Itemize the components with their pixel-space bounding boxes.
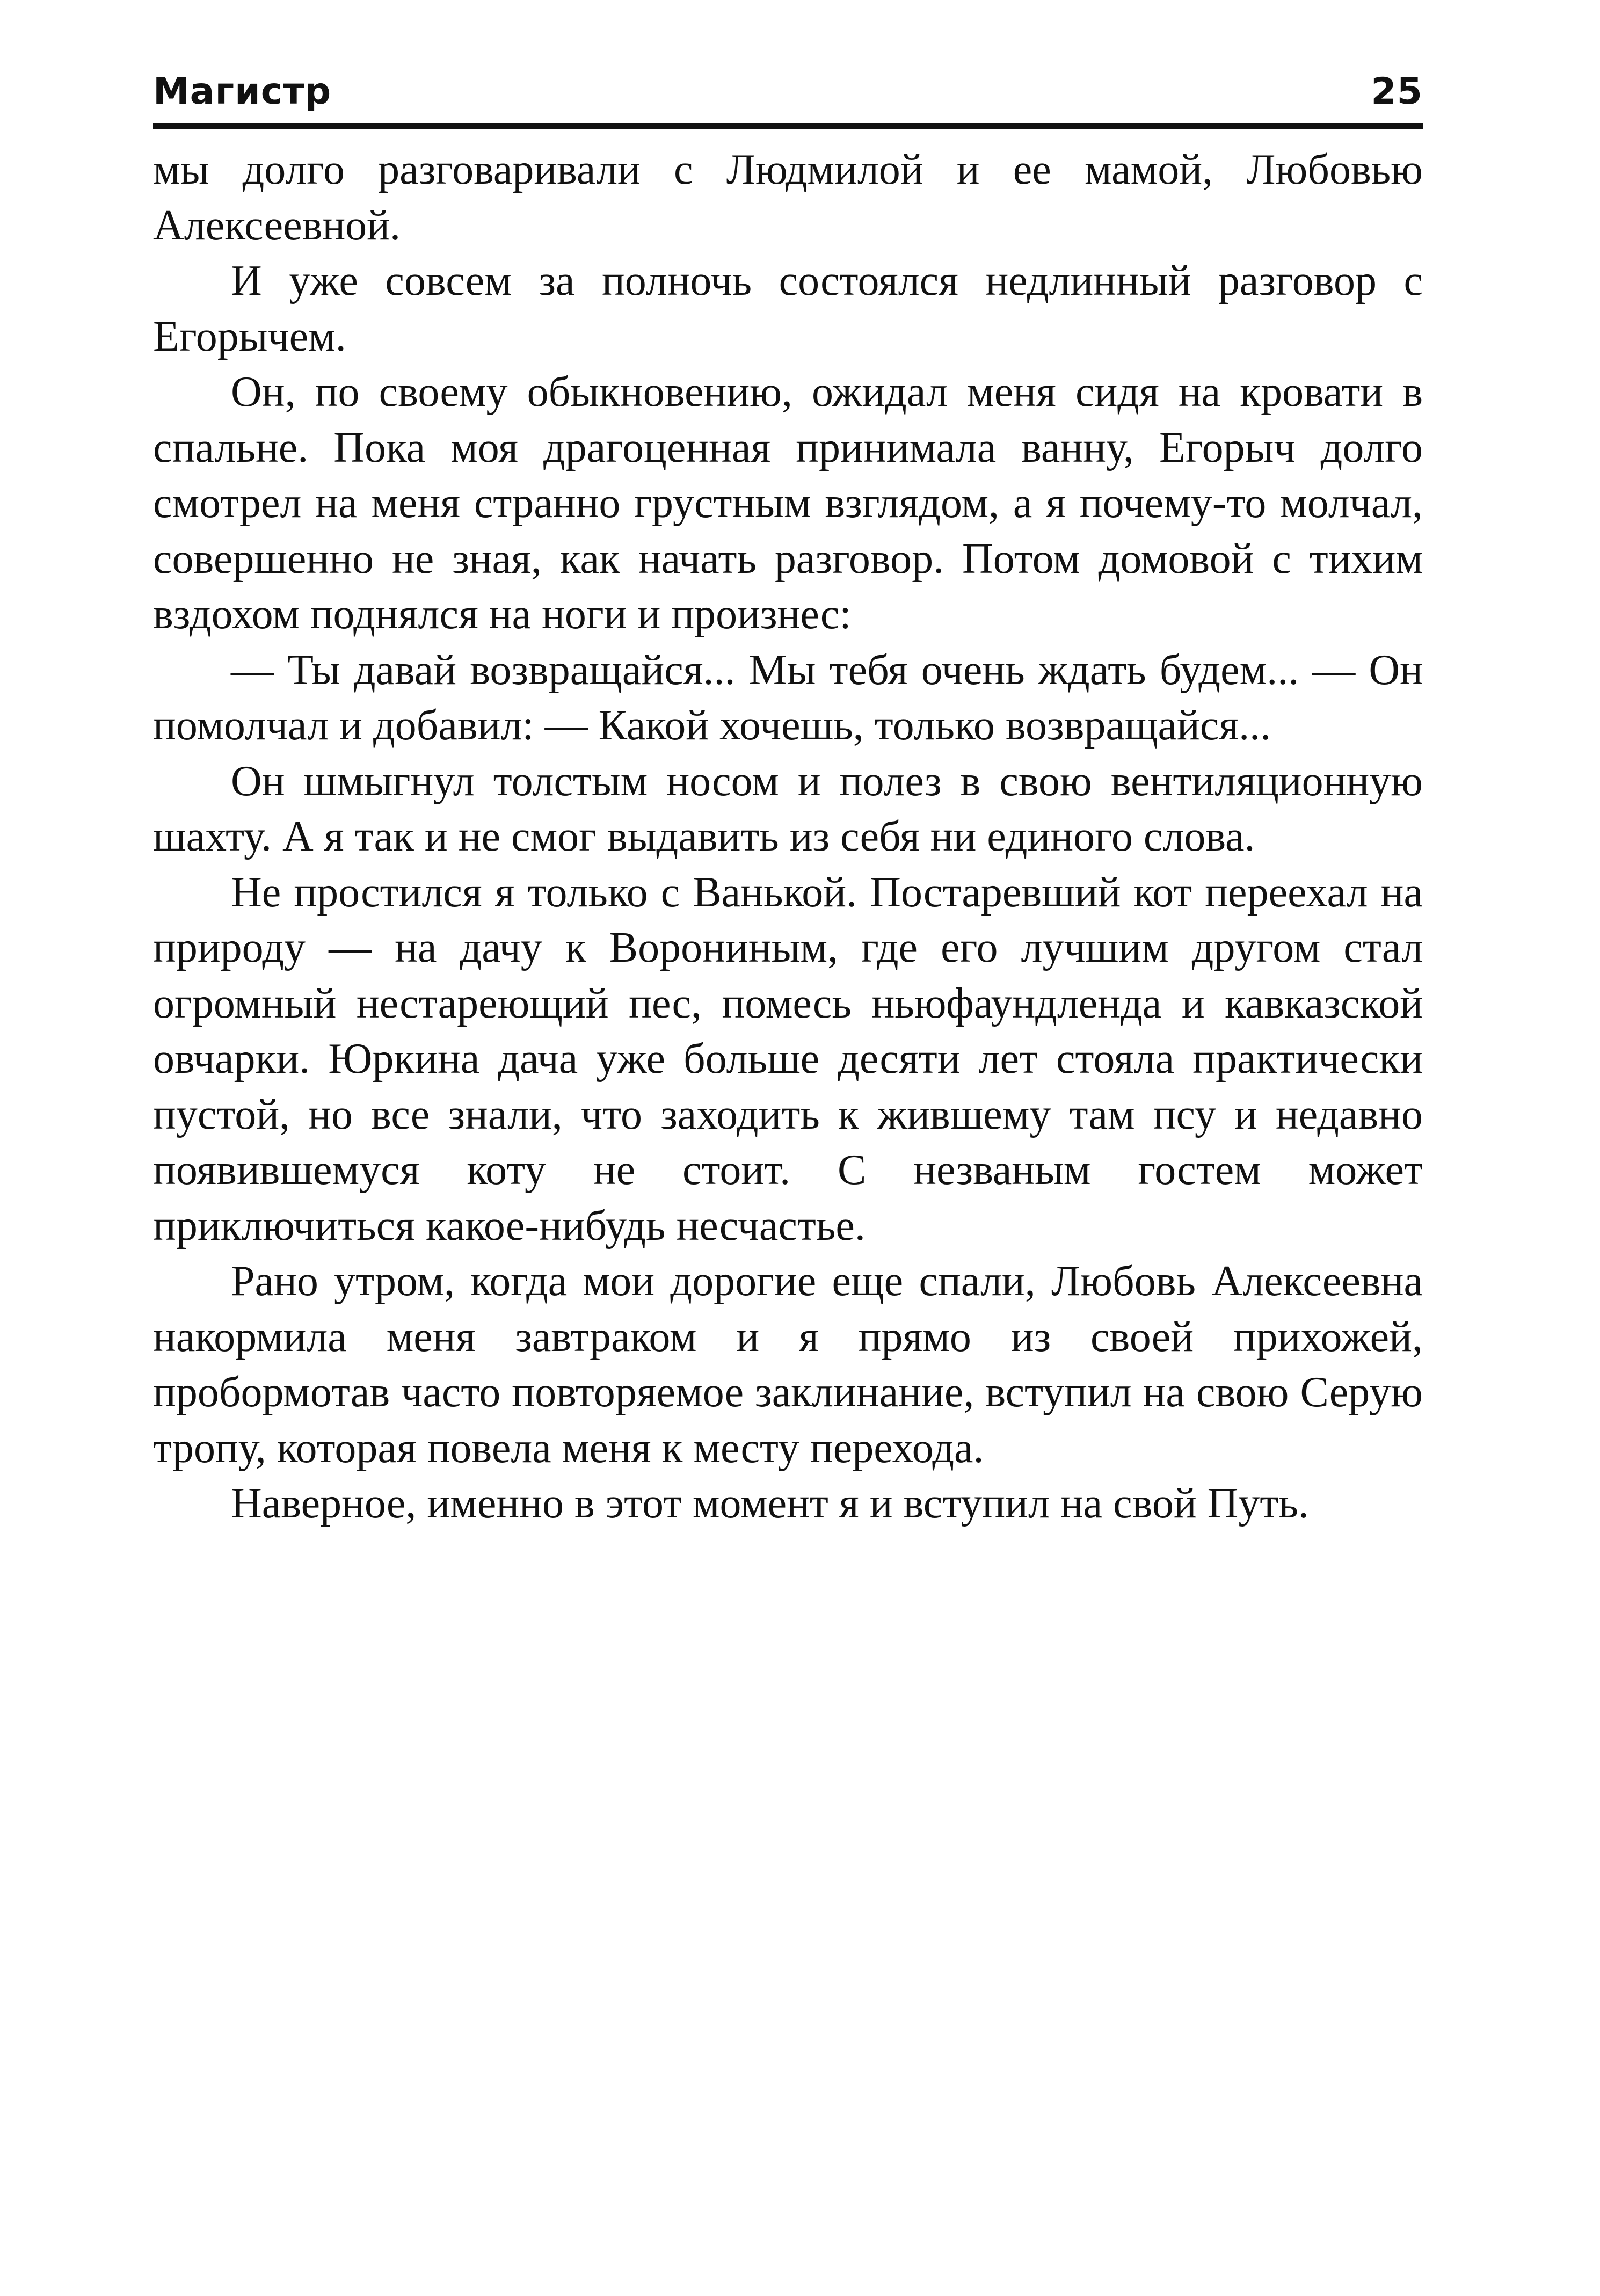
paragraph-2: И уже совсем за полночь состоялся недлинный разговор с Егорычем. <box>153 257 1423 360</box>
page-number: 25 <box>1371 70 1423 113</box>
paragraph-7: Рано утром, когда мои дорогие еще спали, Любовь Алексеевна накормила меня завтраком и я прямо из своей прихожей, пробормотав часто повторяемое заклинание, вступил на свою Серую тропу, которая повела меня к месту перехода. <box>153 1258 1423 1472</box>
paragraph-6: Не простился я только с Ванькой. Постаревший кот переехал на природу — на дачу к Ворониным, где его лучшим другом стал огромный нестареющий пес, помесь ньюфаундленда и кавказской овчарки. Юркина дача уже больше десяти лет стояла практически пустой, но все знали, что заходить к жившему там псу и недавно появившемуся коту не стоит. С незваным гостем может приключиться какое-нибудь несчастье. <box>153 868 1423 1249</box>
paragraph-8: Наверное, именно в этот момент я и вступил на свой Путь. <box>231 1480 1309 1527</box>
paragraph-4: — Ты давай возвращайся... Мы тебя очень ждать будем... — Он помолчал и добавил: — Какой хочешь, только возвращайся... <box>153 646 1423 749</box>
book-title: Магистр <box>153 70 332 113</box>
paragraph-3: Он, по своему обыкновению, ожидал меня сидя на кровати в спальне. Пока моя драгоценная принимала ванну, Егорыч долго смотрел на меня странно грустным взглядом, а я почему-то молчал, совершенно не зная, как начать разговор. Потом домовой с тихим вздохом поднялся на ноги и произнес: <box>153 368 1423 638</box>
body-text <box>153 142 1423 1532</box>
header-rule <box>153 123 1423 129</box>
paragraph-1: мы долго разговаривали с Людмилой и ее мамой, Любовью Алексеевной. <box>153 146 1423 249</box>
book-page <box>153 54 1423 1532</box>
paragraph-5: Он шмыгнул толстым носом и полез в свою вентиляционную шахту. А я так и не смог выдавить из себя ни единого слова. <box>153 757 1423 860</box>
running-header <box>153 54 1423 113</box>
